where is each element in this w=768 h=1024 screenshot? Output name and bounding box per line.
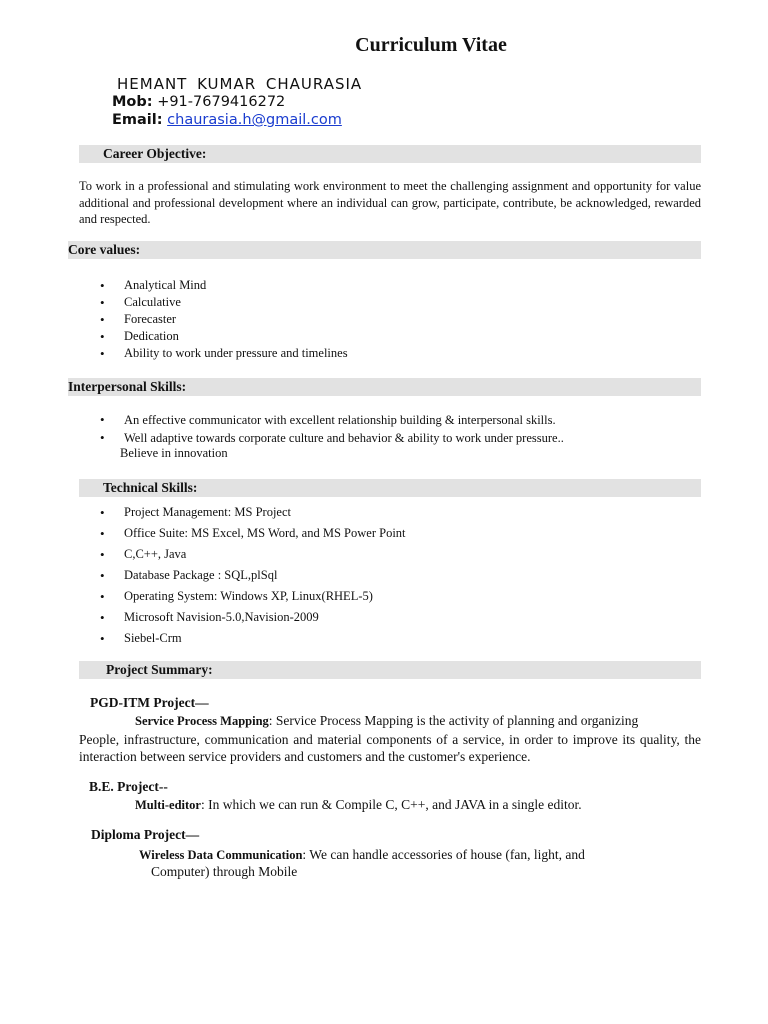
be-project-text: : In which we can run & Compile C, C++, and JAVA in a single editor.: [200, 797, 582, 812]
technical-skills-list: [100, 502, 406, 649]
pgd-project-first-line: [79, 712, 701, 731]
technical-skills-heading: Technical Skills:: [103, 480, 198, 495]
diploma-project-text-2: Computer) through Mobile: [151, 864, 298, 879]
project-summary-heading: Project Summary:: [106, 662, 213, 677]
pgd-project-text-rest: People, infrastructure, communication and material components of a service, in order to improve its quality, the interaction between service providers and customers and the customer's experience.: [79, 731, 701, 764]
list-item: • Siebel-Crm: [100, 628, 406, 649]
list-item: • Office Suite: MS Excel, MS Word, and MS Power Point: [100, 523, 406, 544]
career-objective-heading-bar: [79, 145, 701, 163]
be-project-description: [135, 796, 582, 815]
interpersonal-list: [100, 411, 564, 447]
list-item: • Dedication: [100, 328, 348, 345]
core-values-heading-bar: [68, 241, 701, 259]
be-project-label: Multi-editor: [135, 798, 201, 812]
list-item: • An effective communicator with excellent relationship building & interpersonal skills.: [100, 411, 564, 429]
core-values-heading: Core values:: [68, 242, 141, 257]
career-objective-text: To work in a professional and stimulating work environment to meet the challenging assignment and opportunity for value additional and professional development where an individual can grow, participate, contribute, be acknowledged, rewarded and respected.: [79, 179, 701, 226]
email-link[interactable]: chaurasia.h@gmail.com: [167, 112, 342, 128]
be-project-title: B.E. Project--: [89, 779, 168, 794]
interpersonal-heading-bar: [68, 378, 701, 396]
email-label: Email:: [112, 112, 163, 128]
diploma-project-description: [139, 846, 585, 865]
list-item: • Microsoft Navision-5.0,Navision-2009: [100, 607, 406, 628]
pgd-project-label: Service Process Mapping: [135, 714, 269, 728]
list-item: • Forecaster: [100, 311, 348, 328]
pgd-project-text-first: : Service Process Mapping is the activity of planning and organizing: [268, 713, 639, 728]
mobile-line: [112, 94, 285, 110]
interpersonal-extra: Believe in innovation: [120, 446, 228, 460]
email-line: [112, 112, 342, 128]
technical-skills-heading-bar: [79, 479, 701, 497]
candidate-name: HEMANT KUMAR CHAURASIA: [117, 75, 363, 93]
pgd-project-description: [79, 712, 701, 766]
list-item: • Well adaptive towards corporate culture and behavior & ability to work under pressure..: [100, 429, 564, 447]
list-item: • Analytical Mind: [100, 277, 348, 294]
interpersonal-heading: Interpersonal Skills:: [68, 379, 187, 394]
list-item: • Project Management: MS Project: [100, 502, 406, 523]
list-item: • Database Package : SQL,plSql: [100, 565, 406, 586]
diploma-project-text: : We can handle accessories of house (fan, light, and: [302, 847, 585, 862]
mobile-number: +91-7679416272: [157, 94, 286, 110]
list-item: • C,C++, Java: [100, 544, 406, 565]
list-item: • Ability to work under pressure and timelines: [100, 345, 348, 362]
diploma-project-title: Diploma Project—: [91, 827, 200, 842]
list-item: • Calculative: [100, 294, 348, 311]
mobile-label: Mob:: [112, 94, 153, 110]
page-title: Curriculum Vitae: [355, 34, 507, 56]
pgd-project-title: PGD-ITM Project—: [90, 695, 209, 710]
career-objective-heading: Career Objective:: [103, 146, 207, 161]
core-values-list: [100, 277, 348, 362]
diploma-project-label: Wireless Data Communication: [139, 848, 303, 862]
list-item: • Operating System: Windows XP, Linux(RHEL-5): [100, 586, 406, 607]
project-summary-heading-bar: [79, 661, 701, 679]
